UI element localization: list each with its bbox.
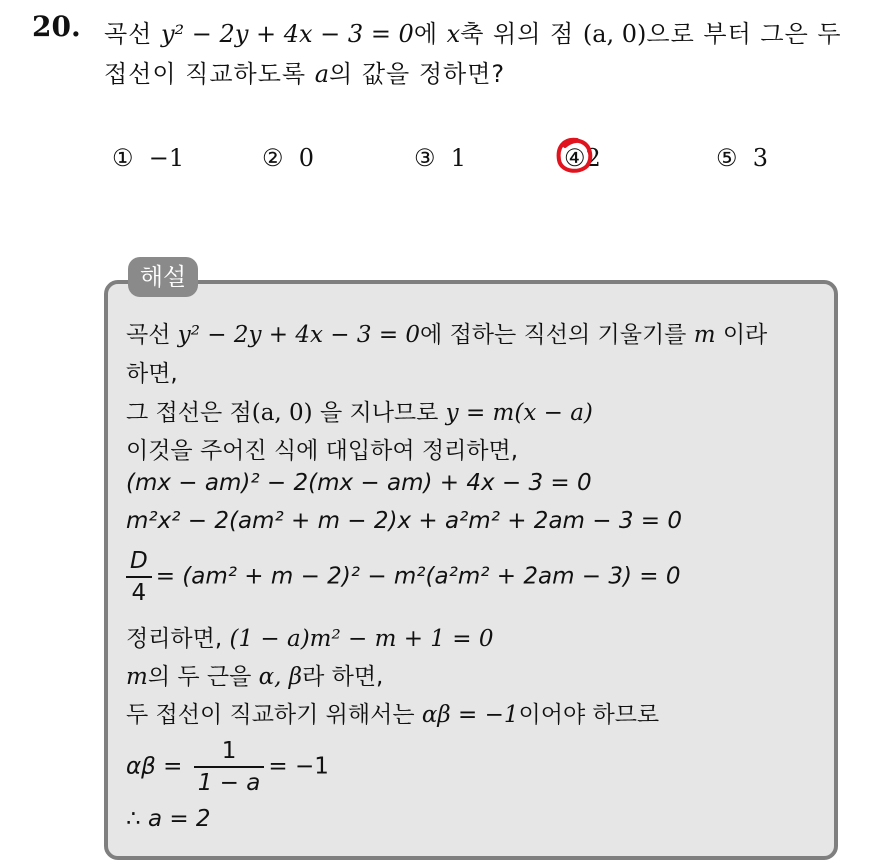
fraction-numerator: D <box>126 546 152 578</box>
curve-equation: y² − 2y + 4x − 3 = 0 <box>177 322 421 348</box>
x-variable: x <box>446 20 461 48</box>
d-over-4-fraction <box>126 546 152 608</box>
choice-value: −1 <box>148 144 185 172</box>
question-text: 축 위의 점 <box>460 20 583 48</box>
question-line-1 <box>104 14 842 49</box>
tangent-equation: y = m(x − a) <box>445 400 593 426</box>
solution-text: 의 두 근을 <box>147 664 259 690</box>
point-a0: (a, 0) <box>251 400 313 426</box>
discriminant-equation: = (am² + m − 2)² − m²(a²m² + 2am − 3) = 0 <box>155 563 681 590</box>
question-text: 으로 부터 그은 두 <box>646 20 842 48</box>
solution-conclusion: ∴ a = 2 <box>126 806 211 832</box>
roots-alpha-beta: α, β <box>258 664 303 690</box>
choice-mark: ⑤ <box>716 144 738 172</box>
curve-equation: y² − 2y + 4x − 3 = 0 <box>161 20 414 48</box>
fraction-denominator: 4 <box>131 580 147 606</box>
question-number: 20. <box>32 10 81 43</box>
choice-value: 1 <box>450 144 467 172</box>
solution-text: 곡선 <box>126 322 178 348</box>
solution-line-5: (mx − am)² − 2(mx − am) + 4x − 3 = 0 <box>126 470 592 496</box>
alpha-beta-lhs: αβ = <box>126 753 183 780</box>
question-line-2 <box>104 54 505 89</box>
slope-variable: m <box>126 664 148 690</box>
choice-mark: ④ <box>564 144 586 172</box>
solution-line-8 <box>126 620 493 653</box>
answer-circle-icon <box>555 136 593 176</box>
solution-line-2: 하면, <box>126 361 178 387</box>
a-variable: a <box>314 60 330 88</box>
solution-line-7 <box>126 546 681 608</box>
product-condition: αβ = −1 <box>421 702 519 728</box>
choice-5[interactable] <box>716 144 768 172</box>
choice-1[interactable] <box>112 144 184 172</box>
solution-text: 라 하면, <box>302 664 384 690</box>
solution-line-11 <box>126 736 329 798</box>
point-a0: (a, 0) <box>582 20 647 48</box>
choice-mark: ③ <box>414 144 436 172</box>
choice-2[interactable] <box>262 144 314 172</box>
solution-text: 에 접하는 직선의 기울기를 <box>420 322 694 348</box>
question-text: 곡선 <box>104 20 161 48</box>
question-text: 에 <box>413 20 447 48</box>
choice-value: 3 <box>752 144 769 172</box>
fraction-denominator: 1 − a <box>197 770 261 796</box>
choice-mark: ① <box>112 144 134 172</box>
solution-text: 그 접선은 점 <box>126 400 252 426</box>
question-text: 접선이 직교하도록 <box>104 60 315 88</box>
question-text: 의 값을 정하면? <box>329 60 506 88</box>
solution-text: 이어야 하므로 <box>518 702 660 728</box>
solution-tag: 해설 <box>128 257 198 297</box>
solution-line-1 <box>126 316 767 349</box>
solution-line-3 <box>126 394 593 427</box>
solution-line-10 <box>126 696 659 729</box>
product-fraction <box>194 736 265 798</box>
solution-text: 을 지나므로 <box>312 400 446 426</box>
choice-value: 0 <box>298 144 315 172</box>
choice-value: 2 <box>585 144 601 172</box>
solution-line-6: m²x² − 2(am² + m − 2)x + a²m² + 2am − 3 = 0 <box>126 508 682 534</box>
slope-variable: m <box>693 322 716 348</box>
solution-line-9 <box>126 658 383 691</box>
alpha-beta-rhs: = −1 <box>268 753 329 780</box>
choice-mark: ② <box>262 144 284 172</box>
solution-text: 정리하면, <box>126 626 230 652</box>
solution-text: 두 접선이 직교하기 위해서는 <box>126 702 422 728</box>
solution-line-4: 이것을 주어진 식에 대입하여 정리하면, <box>126 438 519 464</box>
fraction-numerator: 1 <box>194 736 265 768</box>
choice-3[interactable] <box>414 144 466 172</box>
quadratic-in-m: (1 − a)m² − m + 1 = 0 <box>229 626 494 652</box>
solution-text: 이라 <box>715 322 768 348</box>
